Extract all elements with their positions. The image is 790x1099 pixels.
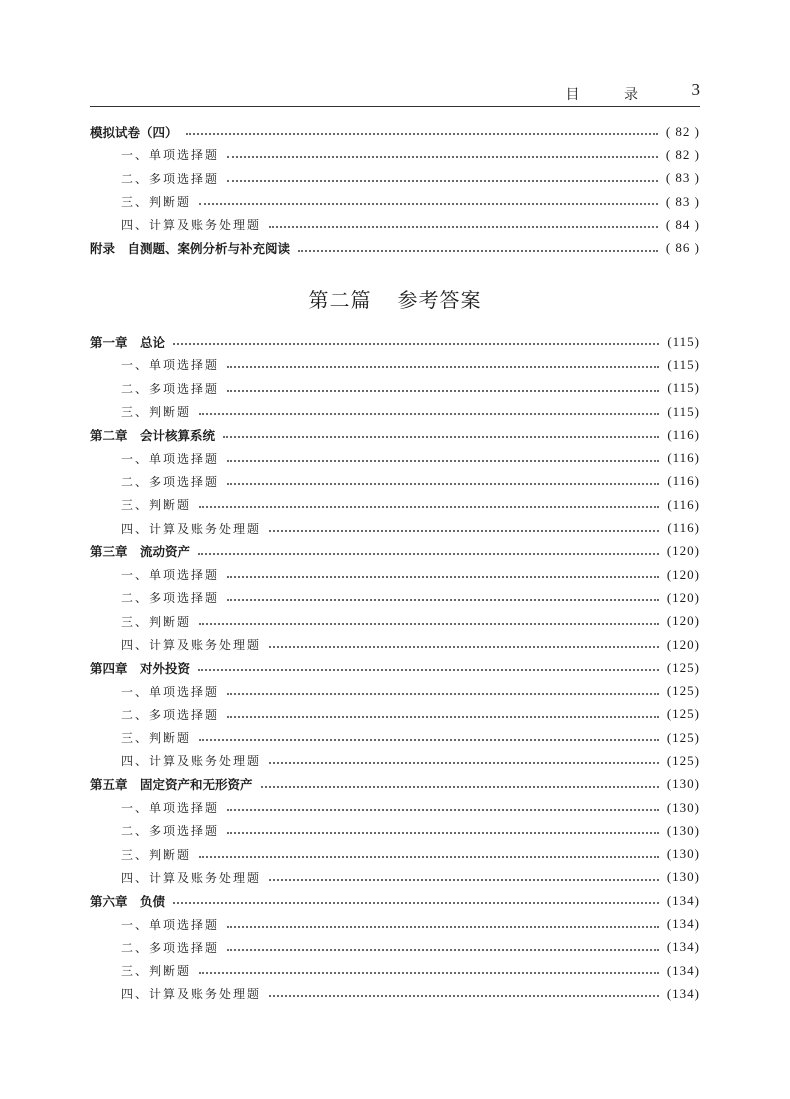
toc-section-entry <box>90 703 700 726</box>
toc-entry-page: (134) <box>666 939 700 955</box>
toc-entry-title: 二、多项选择题 <box>90 380 227 397</box>
toc-section-entry <box>90 493 700 516</box>
dot-leader <box>199 971 659 974</box>
dot-leader <box>199 202 658 205</box>
section-part: 第二篇 <box>308 288 372 312</box>
toc-top-list <box>90 120 700 260</box>
toc-entry-page: (130) <box>666 799 700 815</box>
toc-entry-title: 三、判断题 <box>90 403 199 420</box>
toc-entry-page: (116) <box>667 426 700 442</box>
toc-section-entry <box>90 866 700 889</box>
toc-entry-title: 四、计算及账务处理题 <box>90 216 269 233</box>
toc-section-entry <box>90 446 700 469</box>
toc-entry-title: 三、判断题 <box>90 613 199 630</box>
toc-entry-title: 三、判断题 <box>90 846 199 863</box>
toc-entry-title: 三、判断题 <box>90 729 199 746</box>
toc-entry-page: (134) <box>666 985 700 1001</box>
toc-section-entry <box>90 516 700 539</box>
toc-section-entry <box>90 470 700 493</box>
dot-leader <box>261 785 659 788</box>
toc-section-entry <box>90 213 700 236</box>
toc-entry-page: (125) <box>666 729 700 745</box>
toc-entry-title: 四、计算及账务处理题 <box>90 636 269 653</box>
toc-entry-page: (125) <box>666 683 700 699</box>
dot-leader <box>227 831 659 834</box>
toc-entry-page: (125) <box>666 706 700 722</box>
section-name: 参考答案 <box>397 288 482 312</box>
dot-leader <box>173 342 659 345</box>
toc-entry-page: (120) <box>666 589 700 605</box>
dot-leader <box>223 435 659 438</box>
toc-entry-page: ( 84 ) <box>665 216 700 232</box>
dot-leader <box>186 132 658 135</box>
toc-chapter-entry <box>90 236 700 259</box>
toc-entry-page: (120) <box>666 543 700 559</box>
running-header <box>90 80 700 107</box>
dot-leader <box>199 738 659 741</box>
toc-entry-title: 四、计算及账务处理题 <box>90 752 269 769</box>
toc-entry-title: 一、单项选择题 <box>90 799 227 816</box>
toc-entry-title: 二、多项选择题 <box>90 589 227 606</box>
toc-entry-title: 三、判断题 <box>90 193 199 210</box>
dot-leader <box>199 505 659 508</box>
toc-section-entry <box>90 353 700 376</box>
dot-leader <box>227 179 658 182</box>
toc-chapter-entry <box>90 330 700 353</box>
toc-chapter-entry <box>90 120 700 143</box>
header-label: 目 录 <box>565 87 658 103</box>
toc-entry-page: (125) <box>666 752 700 768</box>
toc-entry-page: (130) <box>666 822 700 838</box>
dot-leader <box>227 389 659 392</box>
dot-leader <box>227 598 659 601</box>
toc-section-entry <box>90 400 700 423</box>
toc-entry-page: (130) <box>666 846 700 862</box>
toc-entry-page: (116) <box>667 520 700 536</box>
toc-section-entry <box>90 679 700 702</box>
toc-entry-page: ( 82 ) <box>665 146 700 162</box>
dot-leader <box>227 715 659 718</box>
toc-section-entry <box>90 563 700 586</box>
dot-leader <box>269 645 659 648</box>
dot-leader <box>298 249 658 252</box>
toc-section-entry <box>90 912 700 935</box>
dot-leader <box>227 459 659 462</box>
toc-entry-title: 二、多项选择题 <box>90 939 227 956</box>
toc-entry-title: 四、计算及账务处理题 <box>90 869 269 886</box>
dot-leader <box>227 948 659 951</box>
toc-entry-page: (120) <box>666 636 700 652</box>
toc-chapter-entry <box>90 656 700 679</box>
toc-entry-title: 一、单项选择题 <box>90 916 227 933</box>
dot-leader <box>199 622 659 625</box>
toc-chapter-entry <box>90 773 700 796</box>
toc-entry-page: (125) <box>666 659 700 675</box>
toc-section-entry <box>90 190 700 213</box>
dot-leader <box>269 225 658 228</box>
dot-leader <box>227 155 658 158</box>
toc-entry-title: 一、单项选择题 <box>90 683 227 700</box>
toc-main-list <box>90 330 700 1006</box>
toc-entry-title: 二、多项选择题 <box>90 170 227 187</box>
dot-leader <box>227 482 659 485</box>
toc-entry-page: ( 86 ) <box>665 240 700 256</box>
toc-entry-title: 第一章 总论 <box>90 333 173 351</box>
dot-leader <box>198 668 659 671</box>
toc-entry-title: 第三章 流动资产 <box>90 542 198 560</box>
toc-entry-page: (115) <box>667 403 700 419</box>
dot-leader <box>173 901 659 904</box>
toc-section-entry <box>90 959 700 982</box>
toc-entry-page: (134) <box>666 892 700 908</box>
toc-section-entry <box>90 936 700 959</box>
dot-leader <box>227 692 659 695</box>
toc-section-entry <box>90 843 700 866</box>
toc-entry-title: 一、单项选择题 <box>90 566 227 583</box>
toc-entry-page: (130) <box>666 776 700 792</box>
toc-chapter-entry <box>90 540 700 563</box>
toc-section-entry <box>90 982 700 1005</box>
toc-entry-title: 二、多项选择题 <box>90 473 227 490</box>
dot-leader <box>269 878 659 881</box>
toc-entry-title: 第四章 对外投资 <box>90 659 198 677</box>
toc-entry-title: 一、单项选择题 <box>90 356 227 373</box>
dot-leader <box>269 529 659 532</box>
dot-leader <box>227 925 659 928</box>
toc-entry-page: (115) <box>667 356 700 372</box>
toc-entry-title: 三、判断题 <box>90 962 199 979</box>
dot-leader <box>227 808 659 811</box>
toc-section-entry <box>90 610 700 633</box>
toc-chapter-entry <box>90 889 700 912</box>
toc-entry-title: 第二章 会计核算系统 <box>90 426 223 444</box>
toc-entry-title: 四、计算及账务处理题 <box>90 520 269 537</box>
toc-entry-page: (116) <box>667 473 700 489</box>
toc-entry-title: 二、多项选择题 <box>90 706 227 723</box>
section-title <box>0 284 790 313</box>
toc-entry-page: (115) <box>667 380 700 396</box>
toc-entry-page: (116) <box>667 496 700 512</box>
toc-entry-page: (134) <box>666 962 700 978</box>
dot-leader <box>199 412 659 415</box>
toc-section-entry <box>90 633 700 656</box>
toc-entry-title: 一、单项选择题 <box>90 450 227 467</box>
toc-entry-page: (134) <box>666 916 700 932</box>
toc-entry-title: 四、计算及账务处理题 <box>90 985 269 1002</box>
toc-entry-page: (115) <box>667 333 700 349</box>
toc-section-entry <box>90 377 700 400</box>
toc-entry-title: 模拟试卷（四） <box>90 123 186 141</box>
toc-section-entry <box>90 749 700 772</box>
toc-entry-title: 第五章 固定资产和无形资产 <box>90 775 261 793</box>
dot-leader <box>269 761 659 764</box>
toc-entry-page: (120) <box>666 566 700 582</box>
toc-entry-page: (116) <box>667 450 700 466</box>
toc-entry-page: (130) <box>666 869 700 885</box>
toc-entry-title: 一、单项选择题 <box>90 146 227 163</box>
dot-leader <box>227 365 659 368</box>
toc-entry-title: 三、判断题 <box>90 496 199 513</box>
toc-section-entry <box>90 796 700 819</box>
toc-entry-page: ( 83 ) <box>665 193 700 209</box>
toc-entry-title: 二、多项选择题 <box>90 822 227 839</box>
dot-leader <box>269 994 659 997</box>
toc-entry-page: (120) <box>666 613 700 629</box>
dot-leader <box>198 552 659 555</box>
toc-section-entry <box>90 167 700 190</box>
toc-chapter-entry <box>90 423 700 446</box>
toc-entry-page: ( 82 ) <box>665 123 700 139</box>
toc-entry-title: 附录 自测题、案例分析与补充阅读 <box>90 239 298 257</box>
header-page-number: 3 <box>691 80 700 99</box>
toc-section-entry <box>90 586 700 609</box>
toc-entry-title: 第六章 负债 <box>90 892 173 910</box>
toc-entry-page: ( 83 ) <box>665 170 700 186</box>
toc-section-entry <box>90 819 700 842</box>
toc-section-entry <box>90 143 700 166</box>
toc-section-entry <box>90 726 700 749</box>
dot-leader <box>227 575 659 578</box>
dot-leader <box>199 855 659 858</box>
